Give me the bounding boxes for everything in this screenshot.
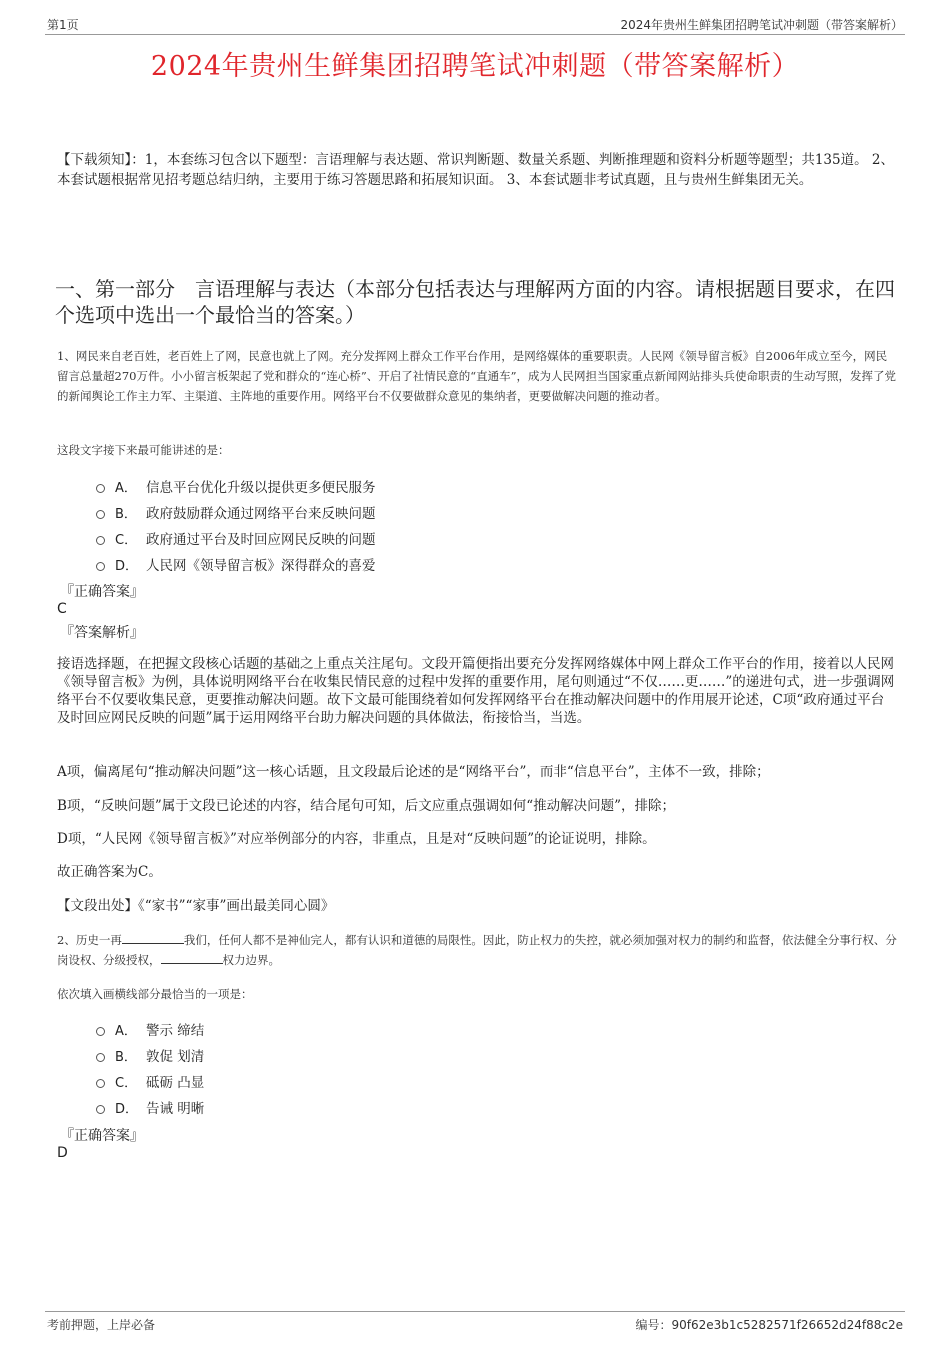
fill-blank-1[interactable] — [122, 931, 184, 944]
answer-label: 『正确答案』 — [60, 584, 144, 600]
option-d[interactable]: D． 人民网《领导留言板》深得群众的喜爱 — [96, 551, 376, 577]
radio-icon[interactable] — [96, 1027, 105, 1036]
option-b[interactable]: B． 政府鼓励群众通过网络平台来反映问题 — [96, 499, 376, 525]
option-d[interactable]: D． 告诫 明晰 — [96, 1094, 204, 1120]
fill-blank-2[interactable] — [161, 951, 223, 964]
radio-icon[interactable] — [96, 1079, 105, 1088]
document-title: 2024年贵州生鲜集团招聘笔试冲刺题（带答案解析） — [150, 51, 800, 82]
passage-source: 【文段出处】《“家书”“家事”画出最美同心圆》 — [57, 898, 335, 914]
page-header — [45, 14, 905, 35]
option-c[interactable]: C． 砥砺 凸显 — [96, 1068, 204, 1094]
question-2-options — [96, 1016, 204, 1120]
answer-label: 『正确答案』 — [60, 1128, 144, 1144]
header-doc-title: 2024年贵州生鲜集团招聘笔试冲刺题（带答案解析） — [620, 18, 903, 32]
option-b[interactable]: B． 敦促 划清 — [96, 1042, 204, 1068]
analysis-option-b: B项，“反映问题”属于文段已论述的内容，结合尾句可知，后文应重点强调如何“推动解决问题”，排除； — [57, 798, 676, 814]
analysis-label: 『答案解析』 — [60, 625, 144, 641]
analysis-text: 接语选择题，在把握文段核心话题的基础之上重点关注尾句。文段开篇便指出要充分发挥网络媒体中网上群众工作平台的作用，接着以人民网《领导留言板》为例，具体说明网络平台在收集民情民意的过程中发挥的重要作用，尾句则通过“不仅……更……”的递进句式，进一步强调网络平台不仅要收集民意，更要推动解决问题。故下文最可能围绕着如何发挥网络平台在推动解决问题中的作用展开论述，C项“政府通过平台及时回应网民反映的问题”属于运用网络平台助力解决问题的具体做法，衔接恰当，当选。 — [57, 656, 895, 726]
page-footer — [45, 1311, 905, 1336]
answer-value: D — [57, 1145, 68, 1161]
analysis-option-d: D项，“人民网《领导留言板》”对应举例部分的内容，非重点，且是对“反映问题”的论证说明，排除。 — [57, 831, 656, 847]
question-1-prompt: 这段文字接下来最可能讲述的是： — [57, 443, 230, 457]
page-number: 第1页 — [47, 18, 79, 32]
question-1-stem: 1、网民来自老百姓，老百姓上了网，民意也就上了网。充分发挥网上群众工作平台作用，是网络媒体的重要职责。人民网《领导留言板》自2006年成立至今，网民留言总量超270万件。小小留言板架起了党和群众的“连心桥”、开启了社情民意的“直通车”，成为人民网担当国家重点新闻网站排头兵使命职责的生动写照，发挥了党的新闻舆论工作主力军、主渠道、主阵地的重要作用。网络平台不仅要做群众意见的集纳者，更要做解决问题的推动者。 — [57, 349, 896, 403]
answer-value: C — [57, 601, 67, 617]
analysis-option-a: A项，偏离尾句“推动解决问题”这一核心话题，且文段最后论述的是“网络平台”，而非“信息平台”，主体不一致，排除； — [57, 764, 770, 780]
section-heading: 一、第一部分 言语理解与表达（本部分包括表达与理解两方面的内容。请根据题目要求，在四个选项中选出一个最恰当的答案。） — [55, 277, 895, 327]
option-c[interactable]: C． 政府通过平台及时回应网民反映的问题 — [96, 525, 376, 551]
question-1-options — [96, 473, 376, 577]
radio-icon[interactable] — [96, 562, 105, 571]
radio-icon[interactable] — [96, 1105, 105, 1114]
download-notice: 【下载须知】：1，本套练习包含以下题型：言语理解与表达题、常识判断题、数量关系题、判断推理题和资料分析题等题型；共135道。 2、本套试题根据常见招考题总结归纳，主要用于练习答题思路和拓展知识面。 3、本套试题非考试真题，且与贵州生鲜集团无关。 — [57, 152, 894, 188]
radio-icon[interactable] — [96, 510, 105, 519]
radio-icon[interactable] — [96, 1053, 105, 1062]
analysis-conclusion: 故正确答案为C。 — [57, 864, 162, 880]
radio-icon[interactable] — [96, 484, 105, 493]
question-2-prompt: 依次填入画横线部分最恰当的一项是： — [57, 987, 253, 1001]
radio-icon[interactable] — [96, 536, 105, 545]
question-2-stem: 2、历史一再 我们，任何人都不是神仙完人，都有认识和道德的局限性。因此，防止权力的失控，就必须加强对权力的制约和监督，依法健全分事行权、分岗设权、分级授权， 权力边界。 — [57, 933, 897, 967]
option-a[interactable]: A． 信息平台优化升级以提供更多便民服务 — [96, 473, 376, 499]
document-id: 编号：90f62e3b1c5282571f26652d24f88c2e — [635, 1318, 903, 1332]
footer-slogan: 考前押题，上岸必备 — [47, 1318, 156, 1332]
option-a[interactable]: A． 警示 缔结 — [96, 1016, 204, 1042]
